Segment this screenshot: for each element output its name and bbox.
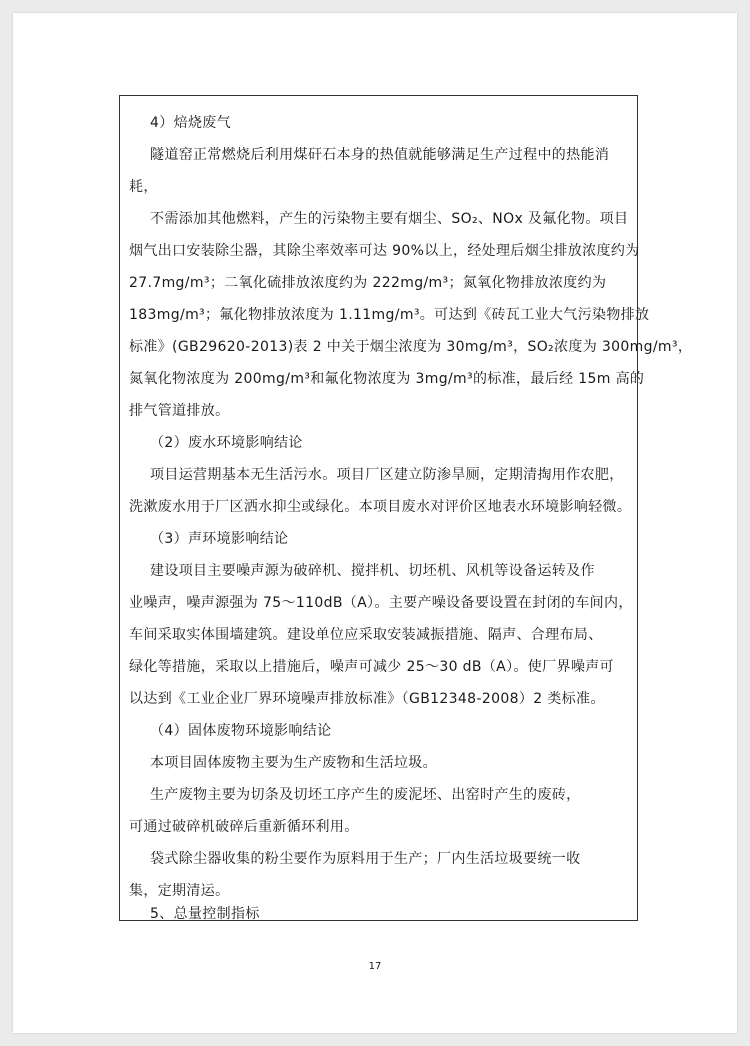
paragraph-line: 洗漱废水用于厂区洒水抑尘或绿化。本项目废水对评价区地表水环境影响轻微。: [129, 499, 632, 515]
paragraph-line: 烟气出口安装除尘器，其除尘率效率可达 90%以上，经处理后烟尘排放浓度约为: [129, 243, 640, 259]
paragraph-line: 氮氧化物浓度为 200mg/m³和氟化物浓度为 3mg/m³的标准，最后经 15m 高的: [129, 371, 645, 387]
paragraph-line: 本项目固体废物主要为生产废物和生活垃圾。: [150, 755, 437, 771]
page-number: 17: [368, 961, 382, 972]
paragraph-line: 集，定期清运。: [129, 883, 230, 899]
content-frame: [119, 95, 693, 922]
paragraph-line: 可通过破碎机破碎后重新循环利用。: [129, 819, 359, 835]
paragraph-line: 生产废物主要为切条及切坯工序产生的废泥坯、出窑时产生的废砖，: [150, 787, 581, 803]
paragraph-line: 标准》(GB29620-2013)表 2 中关于烟尘浓度为 30mg/m³，SO₂浓度为 300mg/m³，: [129, 339, 693, 355]
paragraph-line: 耗，: [129, 179, 158, 195]
paragraph-line: 业噪声，噪声源强为 75～110dB（A）。主要产噪设备要设置在封闭的车间内，: [129, 595, 633, 611]
paragraph-line: 不需添加其他燃料，产生的污染物主要有烟尘、SO₂、NOx 及氟化物。项目: [150, 211, 629, 227]
paragraph-line: 项目运营期基本无生活污水。项目厂区建立防渗旱厕，定期清掏用作农肥，: [150, 467, 624, 483]
heading-solid-waste: （4）固体废物环境影响结论: [150, 723, 332, 739]
paragraph-line: 绿化等措施，采取以上措施后，噪声可减少 25～30 dB（A）。使厂界噪声可: [129, 659, 614, 675]
heading-noise: （3）声环境影响结论: [150, 531, 289, 547]
document-page: [13, 13, 737, 1033]
paragraph-line: 27.7mg/m³；二氧化硫排放浓度约为 222mg/m³；氮氧化物排放浓度约为: [129, 275, 607, 291]
paragraph-line: 排气管道排放。: [129, 403, 230, 419]
heading-total-control: 5、总量控制指标: [150, 906, 260, 922]
paragraph-line: 以达到《工业企业厂界环境噪声排放标准》（GB12348-2008）2 类标准。: [129, 691, 605, 707]
paragraph-line: 隧道窑正常燃烧后利用煤矸石本身的热值就能够满足生产过程中的热能消: [150, 147, 610, 163]
paragraph-line: 建设项目主要噪声源为破碎机、搅拌机、切坯机、风机等设备运转及作: [150, 563, 595, 579]
heading-roasting-gas: 4）焙烧废气: [150, 115, 232, 131]
paragraph-line: 183mg/m³；氟化物排放浓度为 1.11mg/m³。可达到《砖瓦工业大气污染物排放: [129, 307, 650, 323]
paragraph-line: 车间采取实体围墙建筑。建设单位应采取安装减振措施、隔声、合理布局、: [129, 627, 603, 643]
heading-wastewater: （2）废水环境影响结论: [150, 435, 303, 451]
paragraph-line: 袋式除尘器收集的粉尘要作为原料用于生产；厂内生活垃圾要统一收: [150, 851, 581, 867]
